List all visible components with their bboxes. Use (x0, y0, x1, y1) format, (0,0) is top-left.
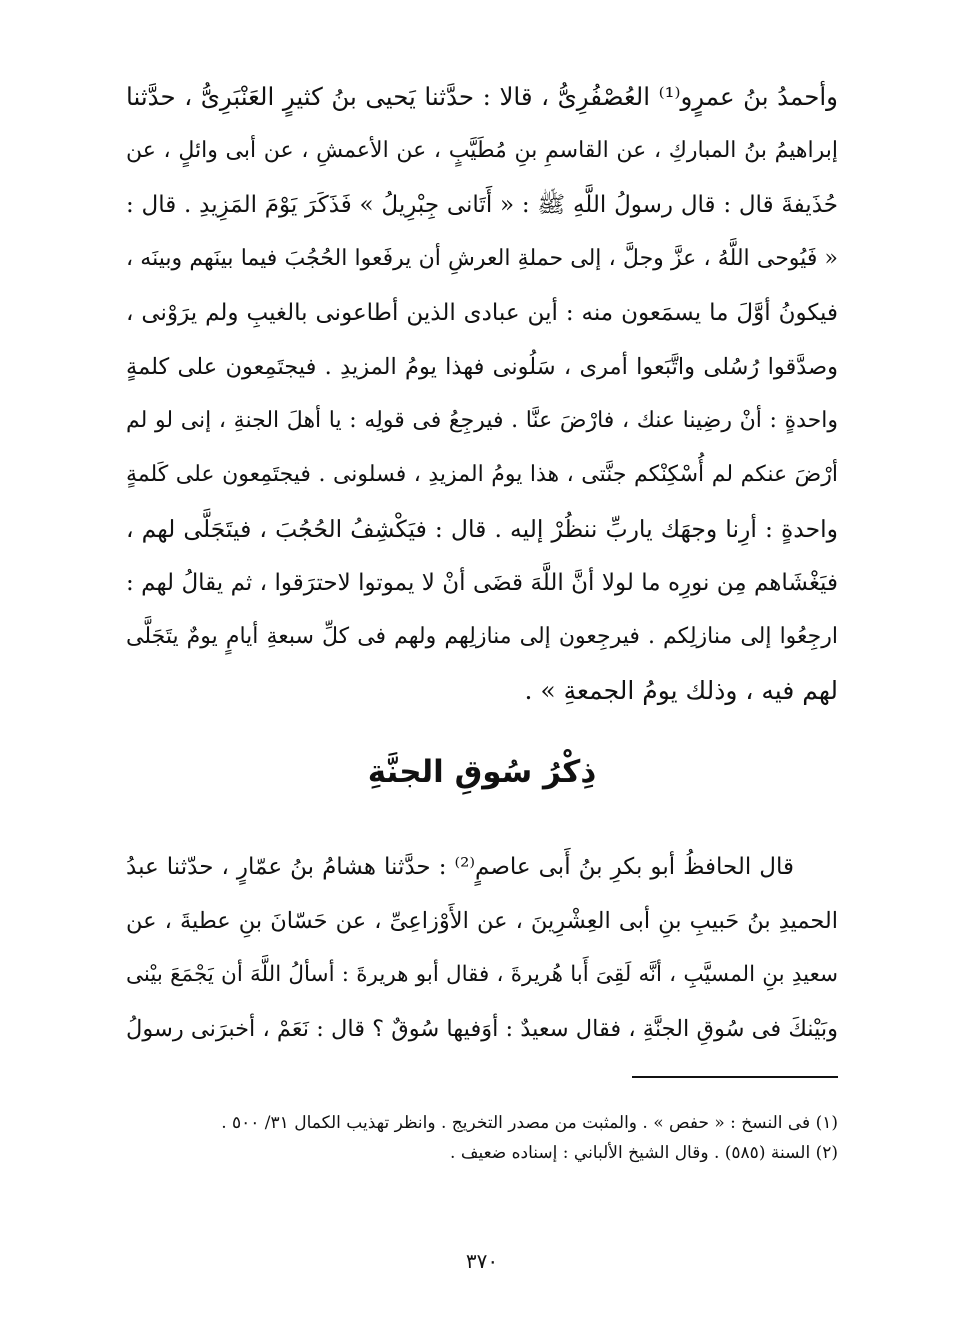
text-line: فيَغْشَاهم مِن نورِه ما لولا أنَّ اللَّهَ قضَى أنْ لا يموتوا لاحترَقوا ، ثم يقالُ لهم : (126, 570, 838, 596)
footnote-separator (632, 1076, 838, 1078)
body-paragraph-2 (126, 840, 838, 1056)
text-line: ارجِعُوا إلى منازلِكم . فيرجِعون إلى منازلِهم ولهم فى كلِّ سبعةِ أيامٍ يومٌ يتَجَلَّى (126, 624, 838, 649)
text-line: واحدةٍ : أرِنا وجهَك ياربِّ ننظُرْ إليه . قال : فيَكْشِفُ الحُجُبَ ، فيتَجَلَّى لهم ، (126, 515, 838, 543)
text-line: الحميدِ بنُ حَبيبِ بنِ أبى العِشْرِينَ ، عن الأَوْزاعِىِّ ، عن حَسّانَ بنِ عطيةَ ، عن (126, 908, 838, 934)
footnote: (٢) السنة (٥٨٥) . وقال الشيخ الألباني : إسناده ضعيف . (450, 1143, 838, 1163)
body-paragraph-1 (126, 70, 838, 718)
text-line: حُذَيفةَ قال : قال رسولُ اللَّهِ ﷺ : « أَتَانى جِبْرِيلُ » فَذَكَرَ يَوْمَ المَزِيدِ . قال : (126, 192, 838, 218)
text-line: فيكونُ أوَّلَ ما يسمَعون منه : أين عبادى الذين أطاعونى بالغيبِ ولم يرَوْنى ، (126, 300, 838, 326)
text-line: وبَيْنكَ فى سُوقِ الجنَّةِ ، فقال سعيدٌ : أوَفيها سُوقٌ ؟ قال : نَعَمْ ، أخبرَنى رسولُ (126, 1016, 838, 1042)
text-line: إبراهيمُ بنُ المباركِ ، عن القاسمِ بنِ مُطَيَّبٍ ، عن الأعمشِ ، عن أبى وائلٍ ، عن (126, 138, 838, 163)
text-line: وصدَّقوا رُسُلى واتَّبَعوا أمرى ، سَلُونى فهذا يومُ المزيدِ . فيجتَمِعون على كلمةٍ (126, 354, 838, 380)
footnote: (١) فى النسخ : « حفص » . والمثبت من مصدر التخريج . وانظر تهذيب الكمال ٣١/ ٥٠٠ . (221, 1113, 838, 1133)
page-number: ٣٧٠ (465, 1249, 499, 1273)
text-line: واحدةٍ : أنْ رضِينا عنك ، فارْضَ عنَّا . فيرجِعُ فى قولِه : يا أهلَ الجنةِ ، إنى لو لم (126, 408, 838, 433)
text-line: قال الحافظُ أبو بكرِ بنُ أَبى عاصمٍ⁽²⁾ : حدَّثنا هشامُ بنُ عمّارٍ ، حدّثنا عبدُ (126, 854, 794, 880)
text-line: وأحمدُ بنُ عمرٍو⁽¹⁾ العُصْفُرِىُّ ، قالا : حدَّثنا يَحيى بنُ كثيرٍ العَنْبَرِىُّ ، حدَّثنا (126, 82, 838, 111)
text-line: لهم فيه ، وذلك يومُ الجمعةِ » . (524, 676, 838, 705)
footnotes (126, 1108, 838, 1168)
text-line: سعيدِ بنِ المسيَّبِ ، أنَّه لَقِىَ أَبا هُريرةَ ، فقال أبو هريرةَ : أسألُ اللَّهَ أن يَجْمَعَ بيْنى (126, 962, 838, 987)
section-heading: ذِكْرُ سُوقِ الجنَّةِ (367, 754, 597, 790)
text-line: أرْضَ عنكم لم أُسْكِنْكم جنَّتى ، هذا يومُ المزيدِ ، فسلونى . فيجتَمِعون على كَلمةٍ (126, 462, 838, 487)
text-line: « فَيُوحى اللَّهُ ، عزَّ وجلَّ ، إلى حملةِ العرشِ أن يرفَعوا الحُجُبَ فيما بينَهم وبينَه ، (126, 246, 838, 271)
